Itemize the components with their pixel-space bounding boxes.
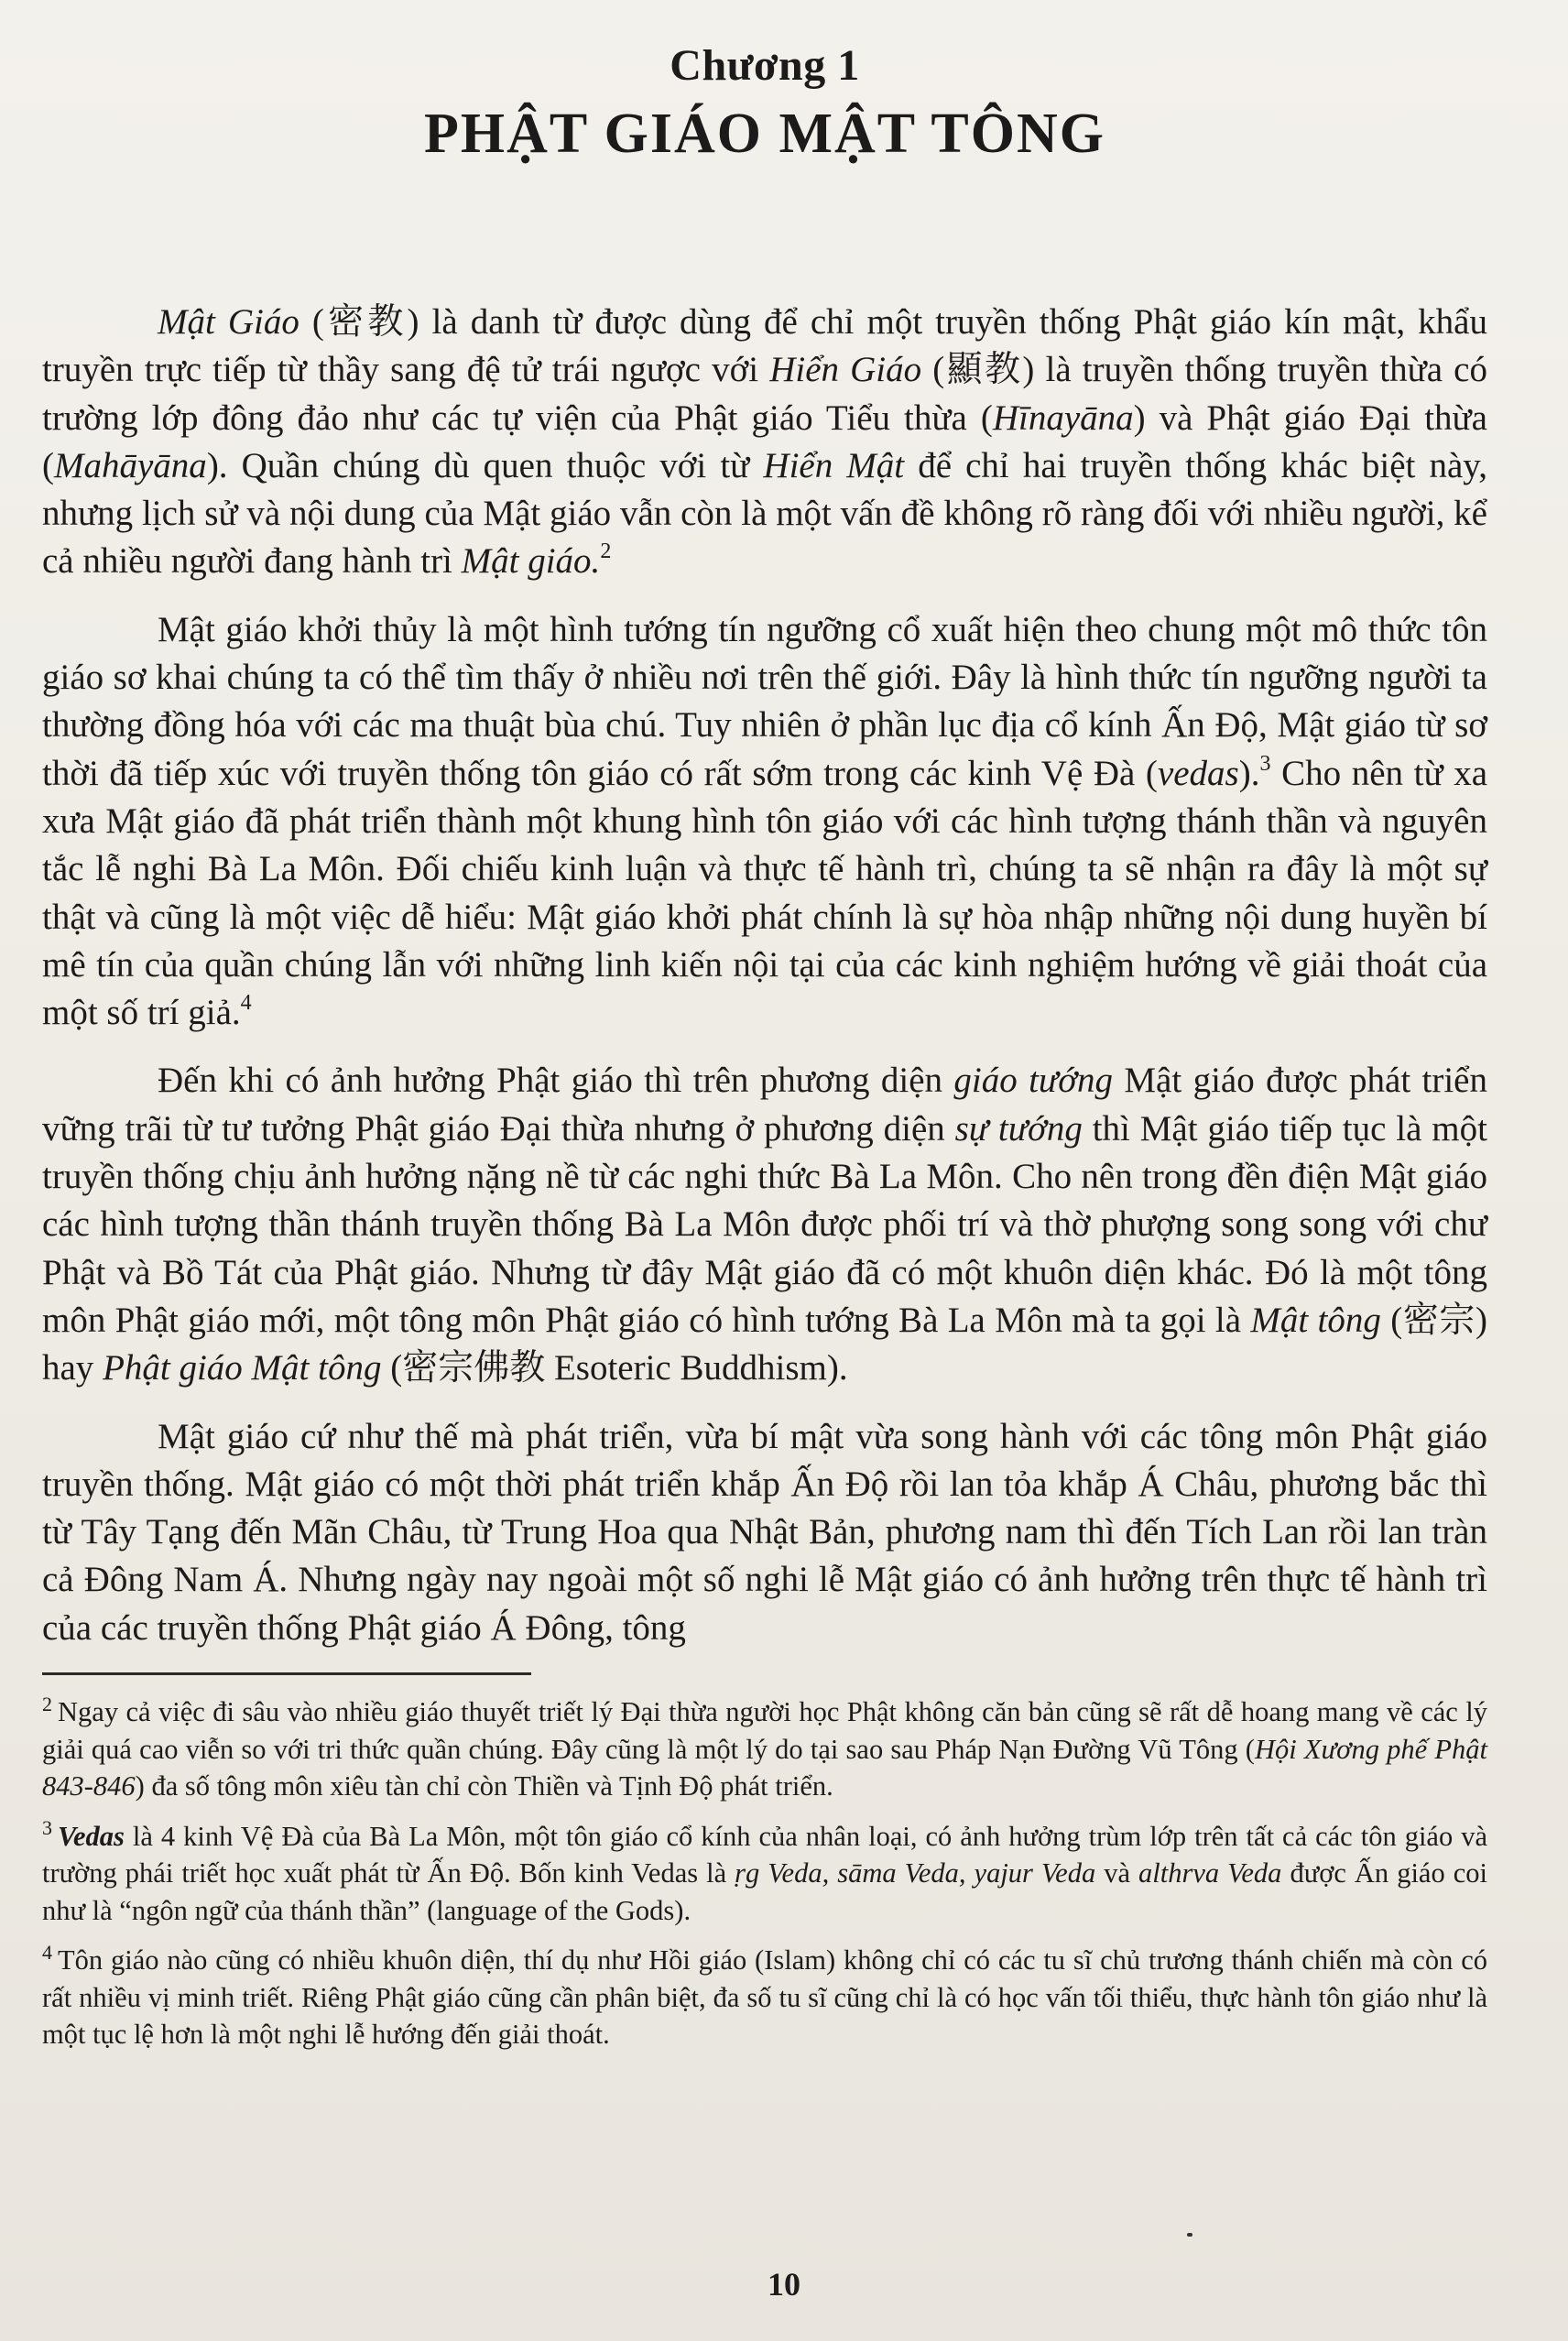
term-mat-giao: Mật Giáo — [158, 302, 299, 342]
text-span: ). — [1238, 753, 1260, 793]
text-span: Ngay cả việc đi sâu vào nhiều giáo thuyết triết lý Đại thừa người học Phật không căn bản cũng sẽ rất dễ hoang mang về các lý giải quá cao viễn so với tri thức quần chúng. Đây cũng là một lý do tại sao sau Pháp Nạn Đường Vũ Tông ( — [42, 1696, 1487, 1765]
term-phat-giao-mat-tong: Phật giáo Mật tông — [103, 1348, 382, 1388]
term-vedas: vedas — [1157, 753, 1239, 793]
text-span: Mật giáo khởi thủy là một hình tướng tín ngưỡng cổ xuất hiện theo chung một mô thức tôn giáo sơ khai chúng ta có thể tìm thấy ở nhiều nơi trên thế giới. Đây là hình thức tín ngưỡng người ta thường đồng hóa với các ma thuật bùa chú. Tuy nhiên ở phần lục địa cổ kính Ấn Độ, Mật giáo từ sơ thời đã tiếp xúc với truyền thống tôn giáo có rất sớm trong các kinh Vệ Đà ( — [42, 609, 1487, 793]
text-span: Mật giáo cứ như thế mà phát triển, vừa bí mật vừa song hành với các tông môn Phật giáo truyền thống. Mật giáo có một thời phát triển khắp Ấn Độ rồi lan tỏa khắp Á Châu, phương bắc thì từ Tây Tạng đến Mãn Châu, từ Trung Hoa qua Nhật Bản, phương nam thì đến Tích Lan rồi lan tràn cả Đông Nam Á. Nhưng ngày nay ngoài một số nghi lễ Mật giáo có ảnh hưởng trên thực tế hành trì của các truyền thống Phật giáo Á Đông, tông — [42, 1416, 1487, 1648]
footnote-4 — [42, 1942, 1487, 2053]
paragraph-3 — [42, 1057, 1487, 1392]
text-span: Cho nên từ xa xưa Mật giáo đã phát triển thành một khung hình tôn giáo với các hình tượng thánh thần và nguyên tắc lễ nghi Bà La Môn. Đối chiếu kinh luận và thực tế hành trì, chúng ta sẽ nhận ra đây là một sự thật và cũng là một việc dễ hiểu: Mật giáo khởi phát chính là sự hòa nhập những nội dung huyền bí mê tín của quần chúng lẫn với những linh kiến nội tại của các kinh nghiệm hướng về giải thoát của một số trí giả. — [42, 753, 1488, 1033]
paragraph-1 — [42, 299, 1487, 586]
footnote-number: 4 — [42, 1940, 52, 1964]
footnote-number: 3 — [42, 1816, 52, 1840]
text-span: ). Quần chúng dù quen thuộc với từ — [206, 445, 764, 485]
text-span: (密宗佛教 Esoteric Buddhism). — [381, 1348, 848, 1388]
term-hien-mat: Hiển Mật — [763, 445, 905, 485]
term-giao-tuong: giáo tướng — [953, 1061, 1114, 1101]
footnote-number: 2 — [42, 1692, 52, 1715]
page-number: 10 — [768, 2266, 800, 2303]
term-su-tuong: sự tướng — [954, 1108, 1083, 1149]
footnotes — [42, 1693, 1487, 2053]
text-span: (顯教) là truyền thống truyền thừa có trường lớp đông đảo như các tự viện của Phật giáo Tiểu thừa ( — [42, 350, 1487, 438]
text-span: (密教) là danh từ được dùng để chỉ một truyền thống Phật giáo kín mật, khẩu truyền trực tiếp từ thầy sang đệ tử trái ngược với — [42, 302, 1487, 390]
footnote-italic: althrva Veda — [1138, 1857, 1282, 1889]
term-mat-tong: Mật tông — [1250, 1300, 1381, 1340]
footnote-ref-2: 2 — [600, 539, 612, 564]
main-text — [42, 299, 1487, 1652]
text-span: ) và Phật giáo Đại thừa ( — [42, 397, 1487, 485]
text-span: (密宗) hay — [42, 1300, 1487, 1388]
term-hien-giao: Hiển Giáo — [769, 350, 922, 390]
paragraph-2 — [42, 606, 1487, 1038]
text-span: là 4 kinh Vệ Đà của Bà La Môn, một tôn giáo cổ kính của nhân loại, có ảnh hưởng trùm lớp trên tất cả các tôn giáo và trường phái triết học xuất phát từ Ấn Độ. Bốn kinh Vedas là — [42, 1820, 1487, 1889]
text-span: được Ấn giáo coi như là “ngôn ngữ của thánh thần” (language of the Gods). — [42, 1857, 1487, 1926]
footnote-term-vedas: Vedas — [58, 1820, 125, 1852]
text-span: Tôn giáo nào cũng có nhiều khuôn diện, thí dụ như Hồi giáo (Islam) không chỉ có các tu sĩ chủ trương thánh chiến mà còn có rất nhiều vị minh triết. Riêng Phật giáo cũng cần phân biệt, đa số tu sĩ cũng chỉ là có học vấn tối thiểu, thực hành tôn giáo như là một tục lệ hơn là một nghi lễ hướng đến giải thoát. — [42, 1944, 1487, 2051]
term-mahayana: Mahāyāna — [54, 445, 207, 485]
text-span: ) đa số tông môn xiêu tàn chỉ còn Thiền và Tịnh Độ phát triển. — [135, 1770, 833, 1802]
chapter-title: PHẬT GIÁO MẬT TÔNG — [424, 103, 1105, 165]
footnote-divider — [42, 1672, 531, 1675]
text-span: Mật giáo được phát triển vững trãi từ tư tưởng Phật giáo Đại thừa nhưng ở phương diện — [42, 1061, 1487, 1149]
term-mat-giao-end: Mật giáo. — [461, 541, 601, 582]
footnote-ref-3: 3 — [1259, 751, 1271, 776]
text-span: để chỉ hai truyền thống khác biệt này, nhưng lịch sử và nội dung của Mật giáo vẫn còn là một vấn đề không rõ ràng đối với nhiều người, kể cả nhiều người đang hành trì — [42, 445, 1487, 582]
paragraph-4 — [42, 1413, 1487, 1652]
term-hinayana: Hīnayāna — [992, 397, 1134, 438]
footnote-italic: Hội Xương phế Phật 843-846 — [42, 1733, 1487, 1802]
ink-mark — [1187, 2233, 1192, 2237]
footnote-italic: ṛg Veda, sāma Veda, yajur Veda — [735, 1857, 1096, 1889]
footnote-2 — [42, 1693, 1487, 1805]
chapter-number: Chương 1 — [670, 41, 860, 90]
footnote-ref-4: 4 — [240, 991, 252, 1016]
text-span: thì Mật giáo tiếp tục là một truyền thống chịu ảnh hưởng nặng nề từ các nghi thức Bà La Môn. Cho nên trong đền điện Mật giáo các hình tượng thần thánh truyền thống Bà La Môn được phối trí và thờ phượng song song với chư Phật và Bồ Tát của Phật giáo. Nhưng từ đây Mật giáo đã có một khuôn diện khác. Đó là một tông môn Phật giáo mới, một tông môn Phật giáo có hình tướng Bà La Môn mà ta gọi là — [42, 1108, 1487, 1340]
text-span: và — [1095, 1857, 1139, 1889]
footnote-3 — [42, 1818, 1487, 1930]
text-span: Đến khi có ảnh hưởng Phật giáo thì trên phương diện — [158, 1061, 954, 1101]
